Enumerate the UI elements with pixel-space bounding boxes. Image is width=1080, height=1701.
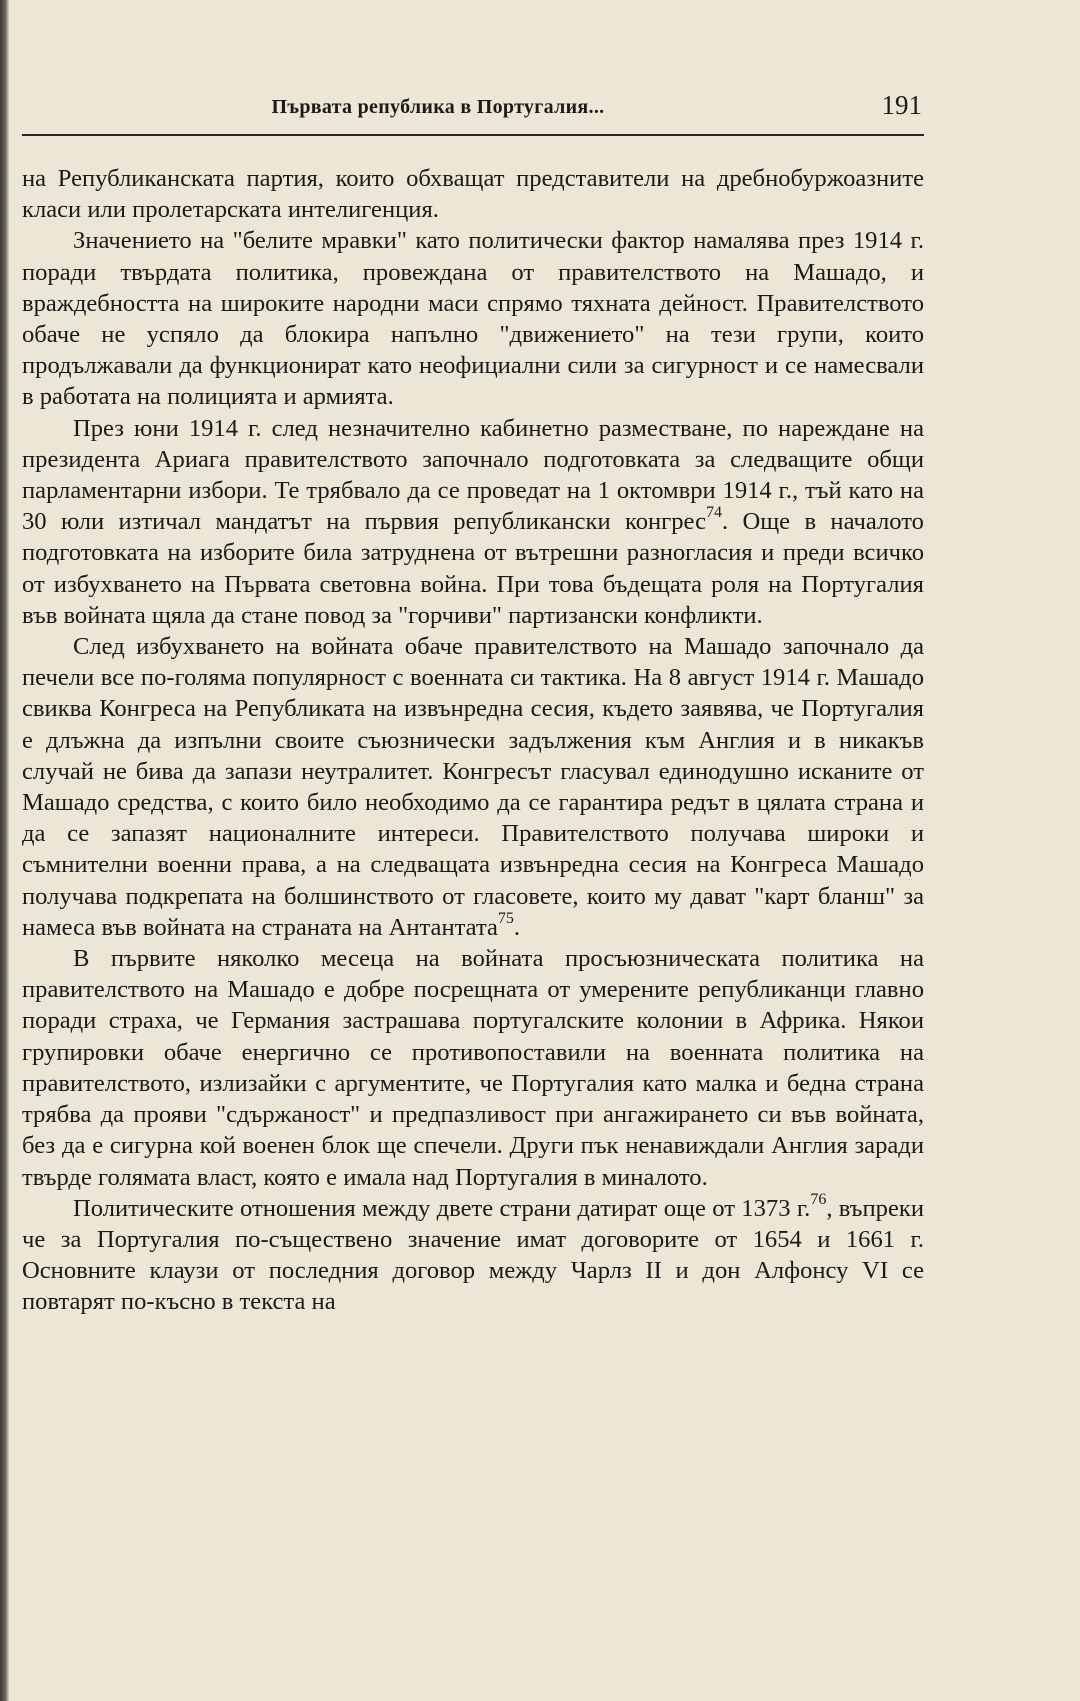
- paragraph: [22, 631, 924, 943]
- body-text: [22, 163, 924, 1318]
- footnote-marker: 74: [705, 504, 722, 522]
- paragraph-text: . Още в началото подготовката на изборите била затруднена от вътрешни разногласия и преди всичко от избухването на Първата световна война. При това бъдещата роля на Португалия във войната щяла да стане повод за "горчиви" партизански конфликти.: [22, 508, 924, 629]
- paragraph: Значението на "белите мравки" като политически фактор намалява през 1914 г. поради твърдата политика, провеждана от правителството на Машадо, и враждебността на широките народни маси спрямо тяхната дейност. Правителството обаче не успяло да блокира напълно "движението" на тези групи, които продължавали да функционират като неофициални сили за сигурност и се намесвали в работата на полицията и армията.: [22, 227, 924, 411]
- paragraph: В първите няколко месеца на войната просъюзническата политика на правителството на Машадо е добре посрещната от умерените републиканци главно поради страха, че Германия застрашава португалските колонии в Африка. Някои групировки обаче енергично се противопоставили на военната политика на правителството, излизайки с аргументите, че Португалия като малка и бедна страна трябва да прояви "сдържаност" и предпазливост при ангажирането си във войната, без да е сигурна кой военен блок ще спечели. Други пък ненавиждали Англия заради твърде голямата власт, която е имала над Португалия в миналото.: [22, 945, 924, 1191]
- paragraph-text: След избухването на войната обаче правителството на Машадо започнало да печели все по-голяма популярност с военната си тактика. На 8 август 1914 г. Машадо свиква Конгреса на Републиката на извънредна сесия, където заявява, че Португалия е длъжна да изпълни своите съюзнически задължения към Англия и в никакъв случай не бива да запази неутралитет. Конгресът гласувал единодушно исканите от Машадо средства, с които било необходимо да се гарантира редът в цялата страна и да се запазят националните интереси. Правителството получава широки и съмнителни военни права, а на следващата извънредна сесия на Конгреса Машадо получава подкрепата на болшинството от гласовете, които му дават "карт бланш" за намеса във войната на страната на Антантата: [22, 633, 924, 941]
- page-number: 191: [881, 90, 922, 120]
- paragraph-text: .: [513, 913, 521, 941]
- paragraph-text: , въпреки че за Португалия по-съществено значение имат договорите от 1654 и 1661 г. Основните клаузи от последния договор между Чарлз II и дон Алфонсу VI се повтарят по-късно в текста на: [22, 1194, 925, 1316]
- paragraph-text: Политическите отношения между двете страни датират още от 1373 г.: [73, 1194, 811, 1222]
- paragraph: [22, 1190, 925, 1318]
- footnote-marker: 76: [810, 1190, 827, 1208]
- page-binding-edge: [0, 0, 9, 1701]
- running-title: Първата република в Португалия...: [271, 96, 605, 118]
- paragraph: на Републиканската партия, които обхващат представители на дребнобуржоазните класи или пролетарската интелигенция.: [22, 165, 924, 224]
- paragraph: [22, 413, 924, 631]
- footnote-marker: 75: [497, 909, 514, 927]
- page-header: [22, 86, 924, 136]
- paragraph-text: През юни 1914 г. след незначително кабинетно разместване, по нареждане на президента Ариага правителството започнало подготовката за следващите общи парламентарни избори. Те трябвало да се проведат на 1 октомври 1914 г., тъй като на 30 юли изтичал мандатът на първия републикански конгрес: [22, 414, 924, 536]
